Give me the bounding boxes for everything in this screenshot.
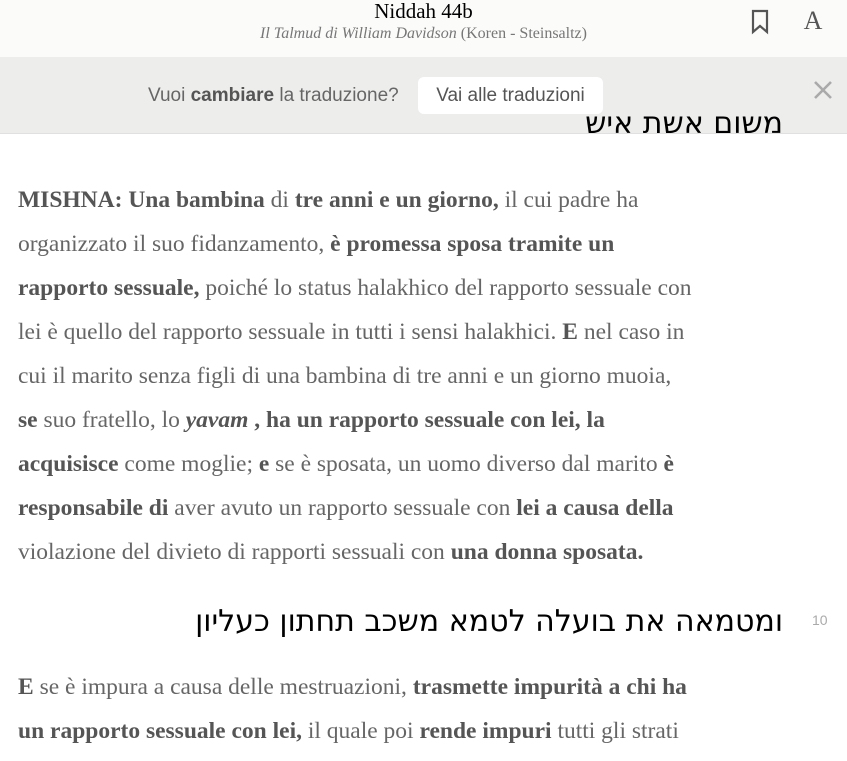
bold-text: MISHNA: Una bambina	[18, 187, 265, 213]
text-line	[18, 354, 788, 398]
translation-paragraph-1[interactable]	[18, 178, 788, 574]
hebrew-segment-10[interactable]: ומטמאה את בועלה לטמא משכב תחתון כעליון	[195, 604, 783, 639]
bold-text: E	[18, 674, 34, 700]
hebrew-segment-top[interactable]: משום אשת איש	[585, 106, 783, 141]
text-line	[18, 398, 788, 442]
bold-text	[186, 407, 249, 433]
text-line	[18, 486, 788, 530]
translation-title: Il Talmud di William Davidson	[260, 25, 457, 42]
close-banner-button[interactable]	[812, 79, 834, 101]
plain-text: il cui padre ha	[498, 187, 639, 213]
plain-text: se è sposata, un uomo diverso dal marito	[269, 451, 664, 477]
text-line	[18, 665, 788, 709]
plain-text: cui il marito senza figli di una bambina di tre anni e un giorno muoia,	[18, 363, 672, 389]
bold-text: è	[663, 451, 674, 477]
bold-text: e	[258, 451, 270, 477]
close-icon	[812, 79, 834, 101]
bold-text: un rapporto sessuale con lei,	[18, 718, 302, 744]
bold-text: tre anni e un giorno,	[294, 187, 499, 213]
go-to-translations-button[interactable]: Vai alle traduzioni	[418, 77, 603, 114]
bold-text: se	[18, 407, 38, 433]
plain-text: tutti gli strati	[551, 718, 679, 744]
bold-text: E	[562, 319, 578, 345]
plain-text: come moglie;	[118, 451, 259, 477]
bold-text: acquisisce	[18, 451, 119, 477]
text-line	[18, 178, 788, 222]
translation-publisher: (Koren - Steinsaltz)	[456, 25, 587, 42]
plain-text: nel caso in	[577, 319, 685, 345]
translation-source	[0, 24, 847, 44]
text-line	[18, 310, 788, 354]
translation-paragraph-2[interactable]	[18, 665, 788, 753]
top-header	[0, 0, 847, 57]
bold-text: , ha un rapporto sessuale con lei, la	[248, 407, 605, 433]
plain-text: se è impura a causa delle mestruazioni,	[33, 674, 413, 700]
text-line	[18, 709, 788, 753]
bold-text: una donna sposata.	[450, 539, 644, 565]
book-title[interactable]: Niddah 44b	[374, 0, 473, 23]
plain-text: suo fratello, lo	[37, 407, 186, 433]
bold-text: responsabile di	[18, 495, 169, 521]
plain-text: il quale poi	[301, 718, 420, 744]
bookmark-button[interactable]	[749, 9, 771, 35]
banner-question-suffix: la traduzione?	[274, 85, 399, 106]
bold-text: rapporto sessuale,	[18, 275, 200, 301]
plain-text: poiché lo status halakhico del rapporto sessuale con	[199, 275, 692, 301]
bold-text: rende impuri	[419, 718, 552, 744]
banner-question	[148, 84, 399, 108]
bold-text: è promessa sposa tramite un	[330, 231, 615, 257]
font-settings-button[interactable]: A	[803, 6, 823, 35]
bookmark-icon	[749, 9, 771, 35]
plain-text: violazione del divieto di rapporti sessuali con	[18, 539, 451, 565]
bold-text: trasmette impurità a chi ha	[412, 674, 687, 700]
plain-text: lei è quello del rapporto sessuale in tutti i sensi halakhici.	[18, 319, 563, 345]
transliterated-term: yavam	[185, 407, 249, 433]
text-line	[18, 266, 788, 310]
plain-text: organizzato il suo fidanzamento,	[18, 231, 331, 257]
text-line	[18, 530, 788, 574]
plain-text: di	[264, 187, 295, 213]
segment-number: 10	[812, 612, 828, 628]
plain-text: aver avuto un rapporto sessuale con	[168, 495, 517, 521]
banner-question-prefix: Vuoi	[148, 85, 191, 106]
text-line	[18, 222, 788, 266]
banner-question-bold: cambiare	[190, 85, 275, 106]
text-line	[18, 442, 788, 486]
bold-text: lei a causa della	[516, 495, 674, 521]
